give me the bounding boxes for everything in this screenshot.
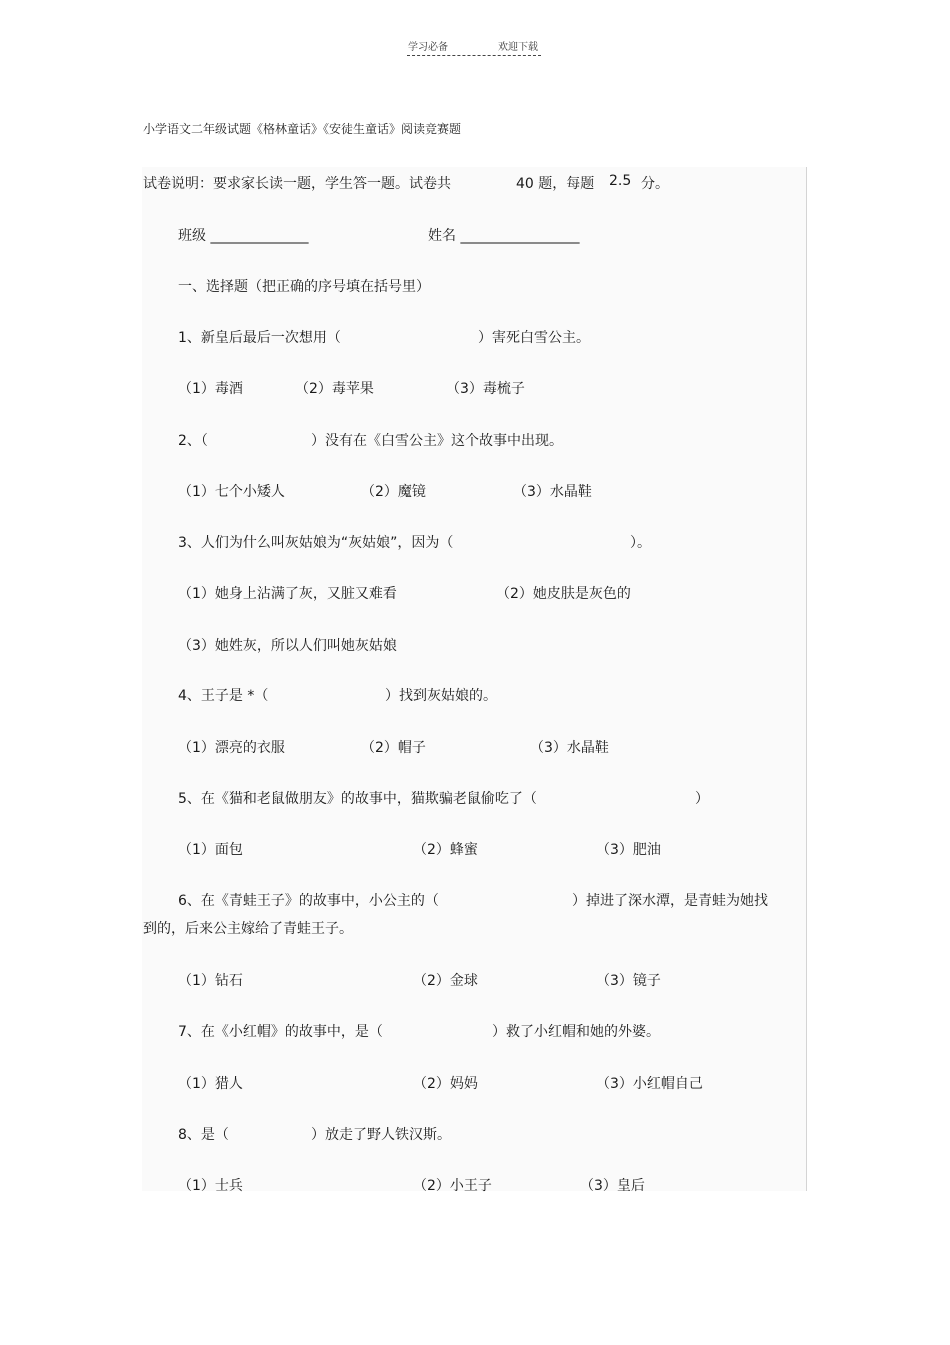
- question-6: [178, 890, 768, 910]
- section-heading: 一、选择题（把正确的序号填在括号里）: [178, 279, 430, 295]
- q3-option-1[interactable]: （1）她身上沾满了灰，又脏又难看: [178, 586, 397, 602]
- intro-text-b: 40 题，每题: [516, 176, 595, 192]
- q6-option-3[interactable]: （3）镜子: [596, 973, 661, 989]
- question-stem-end: ）害死白雪公主。: [478, 330, 590, 346]
- question-stem-end: ）。: [630, 535, 651, 551]
- question-stem: 7、在《小红帽》的故事中，是（: [178, 1024, 383, 1040]
- question-6-continued: 到的，后来公主嫁给了青蛙王子。: [143, 921, 353, 937]
- q7-option-3[interactable]: （3）小红帽自己: [596, 1076, 703, 1092]
- header-left-text: 学习必备: [408, 42, 448, 53]
- q8-option-3[interactable]: （3）皇后: [580, 1178, 645, 1194]
- question-stem: 1、新皇后最后一次想用（: [178, 330, 341, 346]
- q8-option-2[interactable]: （2）小王子: [413, 1178, 492, 1194]
- class-field[interactable]: 班级 ______________: [178, 228, 309, 244]
- q2-option-3[interactable]: （3）水晶鞋: [513, 484, 592, 500]
- header-right-text: 欢迎下载: [498, 42, 538, 53]
- question-stem-end: ）没有在《白雪公主》这个故事中出现。: [311, 433, 563, 449]
- q3-option-2[interactable]: （2）她皮肤是灰色的: [496, 586, 631, 602]
- question-stem: 2、（: [178, 433, 208, 449]
- header-divider: [407, 55, 541, 56]
- q7-option-2[interactable]: （2）妈妈: [413, 1076, 478, 1092]
- question-stem-end: ）救了小红帽和她的外婆。: [492, 1024, 660, 1040]
- question-stem-end: ）找到灰姑娘的。: [385, 688, 497, 704]
- question-stem: 5、在《猫和老鼠做朋友》的故事中，猫欺骗老鼠偷吃了（: [178, 791, 537, 807]
- exam-instructions: [143, 173, 669, 193]
- question-2: [178, 430, 563, 450]
- document-title: 小学语文二年级试题《格林童话》《安徒生童话》阅读竞赛题: [143, 122, 462, 136]
- q4-option-1[interactable]: （1）漂亮的衣服: [178, 740, 285, 756]
- q5-option-1[interactable]: （1）面包: [178, 842, 243, 858]
- q6-option-2[interactable]: （2）金球: [413, 973, 478, 989]
- q3-option-3[interactable]: （3）她姓灰，所以人们叫她灰姑娘: [178, 638, 397, 654]
- name-field[interactable]: 姓名 _________________: [428, 228, 580, 244]
- question-4: [178, 685, 497, 705]
- question-7: [178, 1021, 660, 1041]
- question-stem-end: ）掉进了深水潭，是青蛙为她找: [572, 893, 768, 909]
- question-stem-end: ）放走了野人铁汉斯。: [311, 1127, 451, 1143]
- q5-option-3[interactable]: （3）肥油: [596, 842, 661, 858]
- q4-option-3[interactable]: （3）水晶鞋: [530, 740, 609, 756]
- q8-option-1[interactable]: （1）士兵: [178, 1178, 243, 1194]
- question-8: [178, 1124, 451, 1144]
- q7-option-1[interactable]: （1）猎人: [178, 1076, 243, 1092]
- q2-option-2[interactable]: （2）魔镜: [361, 484, 426, 500]
- intro-text-c: 2.5: [609, 173, 632, 189]
- q1-option-2[interactable]: （2）毒苹果: [295, 381, 374, 397]
- q2-option-1[interactable]: （1）七个小矮人: [178, 484, 285, 500]
- q4-option-2[interactable]: （2）帽子: [361, 740, 426, 756]
- question-stem: 4、王子是 *（: [178, 688, 269, 704]
- q1-option-3[interactable]: （3）毒梳子: [446, 381, 525, 397]
- question-stem-end: ）: [695, 791, 709, 807]
- q1-option-1[interactable]: （1）毒酒: [178, 381, 243, 397]
- question-stem: 6、在《青蛙王子》的故事中，小公主的（: [178, 893, 439, 909]
- q6-option-1[interactable]: （1）钻石: [178, 973, 243, 989]
- question-stem: 8、是（: [178, 1127, 229, 1143]
- question-5: [178, 788, 709, 808]
- question-3: [178, 532, 651, 552]
- question-stem: 3、人们为什么叫灰姑娘为“灰姑娘”，因为（: [178, 535, 454, 551]
- q5-option-2[interactable]: （2）蜂蜜: [413, 842, 478, 858]
- intro-text-d: 分。: [641, 176, 669, 192]
- question-1: [178, 327, 590, 347]
- intro-text-a: 试卷说明：要求家长读一题，学生答一题。试卷共: [143, 176, 451, 192]
